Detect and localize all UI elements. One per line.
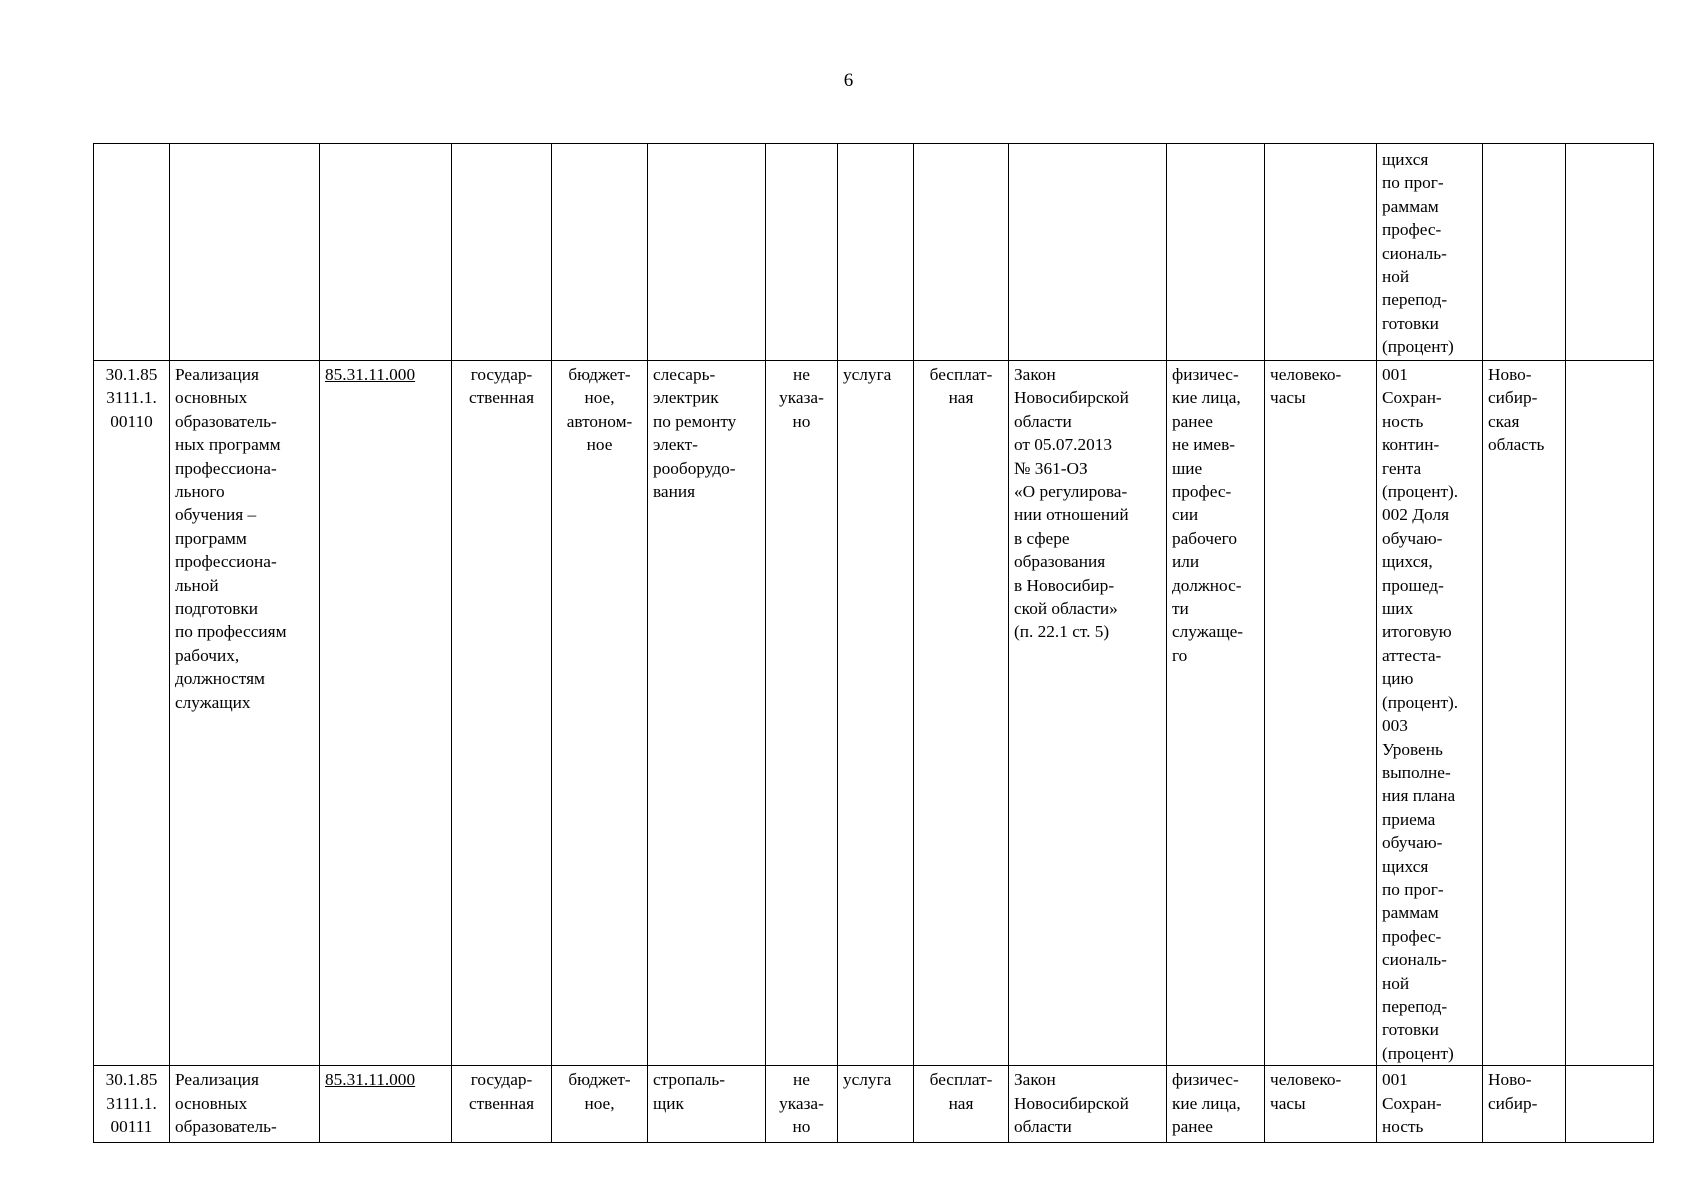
cell-text-line: готовки — [1382, 1020, 1439, 1040]
cell-text-line: готовки — [1382, 313, 1439, 333]
cell-text-line: ная — [948, 1093, 974, 1113]
cell-text-line: сиональ- — [1382, 243, 1447, 263]
cell-text-line: щихся — [1382, 150, 1429, 169]
cell-text-line: услуга — [843, 1070, 892, 1090]
cell-service-name — [170, 1066, 320, 1143]
cell-text-line: указа- — [779, 1093, 824, 1113]
table-row — [94, 1066, 1654, 1143]
cell-text-line: аттеста- — [1382, 645, 1442, 665]
cell-text-line: Закон — [1014, 1070, 1056, 1090]
cell-text-line: не имев- — [1172, 435, 1236, 455]
cell-text-line: ной — [1382, 267, 1410, 287]
cell-text-line: щихся — [1382, 856, 1429, 876]
cell-text-line: 3111.1. — [106, 388, 157, 408]
cell-text-line: 00110 — [110, 411, 153, 431]
cell-okved-code — [320, 361, 452, 1066]
cell-text-line: государ- — [470, 1070, 533, 1090]
cell-text-line: образователь- — [175, 411, 277, 431]
cell-text-line: ных программ — [175, 435, 281, 455]
cell-text-line: стропаль- — [653, 1070, 726, 1090]
cell-text-line: ния плана — [1382, 786, 1456, 806]
cell-payment — [914, 144, 1009, 361]
cell-text-line: в Новосибир- — [1014, 575, 1115, 595]
cell-payment — [914, 361, 1009, 1066]
cell-service-name — [170, 144, 320, 361]
cell-text-line: часы — [1270, 1093, 1306, 1113]
cell-payment — [914, 1066, 1009, 1143]
cell-content — [766, 361, 838, 1066]
cell-profession — [648, 1066, 766, 1143]
cell-text-line: профес- — [1382, 926, 1442, 946]
cell-text-line: Закон — [1014, 365, 1056, 384]
cell-text-line: электрик — [653, 388, 719, 408]
cell-text-line: образования — [1014, 552, 1106, 572]
cell-text-line: человеко- — [1270, 1070, 1342, 1090]
cell-text-line: слесарь- — [653, 365, 716, 384]
cell-text-line: ти — [1172, 599, 1189, 619]
cell-quality-indicators — [1377, 144, 1483, 361]
cell-institution-kind — [552, 1066, 648, 1143]
cell-text-line: щик — [653, 1093, 684, 1113]
cell-text-line: государ- — [470, 365, 533, 384]
cell-text-line: 001 — [1382, 1070, 1408, 1090]
cell-territory — [1483, 1066, 1566, 1143]
cell-text-line: основных — [175, 1093, 248, 1113]
cell-legal-basis — [1009, 361, 1167, 1066]
cell-text-line: (процент) — [1382, 337, 1454, 357]
cell-text-line: прошед- — [1382, 575, 1444, 595]
cell-text-line: сиональ- — [1382, 950, 1447, 970]
cell-institution-kind — [552, 361, 648, 1066]
cell-quality-indicators — [1377, 361, 1483, 1066]
cell-text-line: сибир- — [1488, 388, 1538, 408]
cell-text-line: Реализация — [175, 365, 259, 384]
cell-text-line: гента — [1382, 458, 1422, 478]
cell-text-line: от 05.07.2013 — [1014, 435, 1113, 455]
cell-text-line: области — [1014, 411, 1072, 431]
cell-text-line: должнос- — [1172, 575, 1242, 595]
table-row — [94, 361, 1654, 1066]
cell-text-line: приема — [1382, 809, 1436, 829]
cell-content — [766, 1066, 838, 1143]
cell-text-line: ших — [1382, 599, 1414, 619]
cell-text-line: вания — [653, 482, 696, 502]
cell-text-line: перепод- — [1382, 290, 1448, 310]
cell-text-line: цию — [1382, 669, 1414, 689]
cell-text-line: ность — [1382, 411, 1424, 431]
cell-text-line: 30.1.85 — [105, 1070, 158, 1090]
cell-text-line: ное, — [584, 388, 615, 408]
cell-text-line: бюджет- — [568, 365, 631, 384]
cell-notes — [1566, 361, 1654, 1066]
cell-notes — [1566, 144, 1654, 361]
cell-text-line: «О регулирова- — [1014, 482, 1128, 502]
cell-text-line: Ново- — [1488, 1070, 1532, 1090]
cell-text-line: шие — [1172, 458, 1203, 478]
cell-text-line: итоговую — [1382, 622, 1452, 642]
cell-text-line: не — [793, 365, 810, 384]
cell-text-line: Уровень — [1382, 739, 1443, 759]
cell-text-line: в сфере — [1014, 528, 1070, 548]
cell-text-line: ное, — [584, 1093, 615, 1113]
cell-text-line: профессиона- — [175, 458, 277, 478]
cell-text-line: 30.1.85 — [105, 365, 158, 384]
cell-okved-code — [320, 1066, 452, 1143]
cell-text-line: образователь- — [175, 1117, 277, 1136]
cell-text-line: льного — [175, 482, 225, 502]
cell-text-line: служаще- — [1172, 622, 1244, 642]
cell-text-line: человеко- — [1270, 365, 1342, 384]
cell-text-line: ность — [1382, 1117, 1424, 1136]
cell-text-line: сибир- — [1488, 1093, 1538, 1113]
cell-text-line: основных — [175, 388, 248, 408]
cell-notes — [1566, 1066, 1654, 1143]
cell-text-line: кие лица, — [1172, 1093, 1241, 1113]
cell-text-line: щихся, — [1382, 552, 1433, 572]
cell-text-line: физичес- — [1172, 365, 1239, 384]
cell-text-line: программ — [175, 528, 247, 548]
cell-text-line: физичес- — [1172, 1070, 1239, 1090]
cell-text-line: (процент) — [1382, 1043, 1454, 1063]
cell-institution-type — [452, 144, 552, 361]
cell-text-line: профес- — [1382, 220, 1442, 240]
table-row — [94, 144, 1654, 361]
cell-text-line: (п. 22.1 ст. 5) — [1014, 622, 1110, 642]
cell-text-line: служащих — [175, 692, 251, 712]
cell-text-line: перепод- — [1382, 996, 1448, 1016]
cell-registry-code — [94, 144, 170, 361]
cell-content — [766, 144, 838, 361]
cell-service-form — [838, 1066, 914, 1143]
cell-text-line: ской области» — [1014, 599, 1118, 619]
cell-service-name — [170, 361, 320, 1066]
cell-text-line: ская — [1488, 411, 1520, 431]
cell-profession — [648, 361, 766, 1066]
cell-consumer-category — [1167, 144, 1265, 361]
page-number: 6 — [843, 70, 854, 91]
cell-text-line: область — [1488, 435, 1545, 455]
cell-text-line: подготовки — [175, 599, 259, 619]
cell-text-line: 85.31.11.000 — [325, 1070, 416, 1090]
cell-text-line: по профессиям — [175, 622, 287, 642]
cell-text-line: рабочих, — [175, 645, 240, 665]
cell-text-line: ное — [586, 435, 613, 455]
cell-consumer-category — [1167, 1066, 1265, 1143]
cell-text-line: обучаю- — [1382, 528, 1443, 548]
cell-institution-type — [452, 1066, 552, 1143]
cell-text-line: ственная — [468, 388, 535, 408]
cell-consumer-category — [1167, 361, 1265, 1066]
cell-text-line: выполне- — [1382, 762, 1451, 782]
cell-text-line: 001 — [1382, 365, 1408, 384]
cell-text-line: нии отношений — [1014, 505, 1129, 525]
cell-text-line: раммам — [1382, 903, 1439, 923]
cell-text-line: сии — [1172, 505, 1199, 525]
cell-text-line: 85.31.11.000 — [325, 365, 416, 384]
cell-text-line: указа- — [779, 388, 824, 408]
cell-text-line: бесплат- — [929, 365, 993, 384]
cell-text-line: часы — [1270, 388, 1306, 408]
cell-registry-code — [94, 361, 170, 1066]
cell-text-line: по прог- — [1382, 879, 1444, 899]
cell-text-line: льной — [175, 575, 219, 595]
cell-text-line: профес- — [1172, 482, 1232, 502]
cell-okved-code — [320, 144, 452, 361]
cell-text-line: бюджет- — [568, 1070, 631, 1090]
cell-text-line: не — [793, 1070, 810, 1090]
cell-text-line: по ремонту — [653, 411, 737, 431]
cell-text-line: по прог- — [1382, 173, 1444, 193]
cell-text-line: ранее — [1172, 411, 1213, 431]
cell-volume-unit — [1265, 144, 1377, 361]
cell-text-line: но — [792, 411, 811, 431]
cell-volume-unit — [1265, 361, 1377, 1066]
cell-text-line: бесплат- — [929, 1070, 993, 1090]
cell-text-line: 003 — [1382, 716, 1408, 736]
cell-text-line: профессиона- — [175, 552, 277, 572]
cell-quality-indicators — [1377, 1066, 1483, 1143]
cell-text-line: раммам — [1382, 196, 1439, 216]
cell-text-line: Ново- — [1488, 365, 1532, 384]
cell-text-line: ной — [1382, 973, 1410, 993]
cell-text-line: ственная — [468, 1093, 535, 1113]
cell-legal-basis — [1009, 1066, 1167, 1143]
cell-text-line: рабочего — [1172, 528, 1237, 548]
cell-text-line: Новосибирской — [1014, 1093, 1129, 1113]
cell-text-line: или — [1172, 552, 1200, 572]
cell-text-line: 00111 — [110, 1117, 153, 1136]
cell-text-line: автоном- — [566, 411, 633, 431]
cell-text-line: области — [1014, 1117, 1072, 1136]
cell-text-line: го — [1172, 645, 1188, 665]
cell-text-line: ная — [948, 388, 974, 408]
cell-text-line: Реализация — [175, 1070, 259, 1090]
cell-text-line: (процент). — [1382, 482, 1459, 502]
cell-territory — [1483, 361, 1566, 1066]
cell-text-line: кие лица, — [1172, 388, 1241, 408]
cell-text-line: обучения – — [175, 505, 257, 525]
cell-registry-code — [94, 1066, 170, 1143]
cell-volume-unit — [1265, 1066, 1377, 1143]
services-register-table — [93, 143, 1654, 1143]
cell-text-line: Сохран- — [1382, 388, 1442, 408]
cell-territory — [1483, 144, 1566, 361]
cell-text-line: 3111.1. — [106, 1093, 157, 1113]
cell-institution-kind — [552, 144, 648, 361]
cell-institution-type — [452, 361, 552, 1066]
cell-service-form — [838, 144, 914, 361]
cell-text-line: Сохран- — [1382, 1093, 1442, 1113]
cell-profession — [648, 144, 766, 361]
cell-text-line: элект- — [653, 435, 698, 455]
cell-text-line: должностям — [175, 669, 265, 689]
cell-text-line: (процент). — [1382, 692, 1459, 712]
cell-legal-basis — [1009, 144, 1167, 361]
cell-text-line: рооборудо- — [653, 458, 736, 478]
cell-text-line: услуга — [843, 365, 892, 384]
cell-text-line: № 361-ОЗ — [1014, 458, 1088, 478]
cell-text-line: ранее — [1172, 1117, 1213, 1136]
cell-text-line: Новосибирской — [1014, 388, 1129, 408]
cell-text-line: контин- — [1382, 435, 1440, 455]
cell-service-form — [838, 361, 914, 1066]
cell-text-line: обучаю- — [1382, 833, 1443, 853]
cell-text-line: 002 Доля — [1382, 505, 1450, 525]
cell-text-line: но — [792, 1117, 811, 1136]
